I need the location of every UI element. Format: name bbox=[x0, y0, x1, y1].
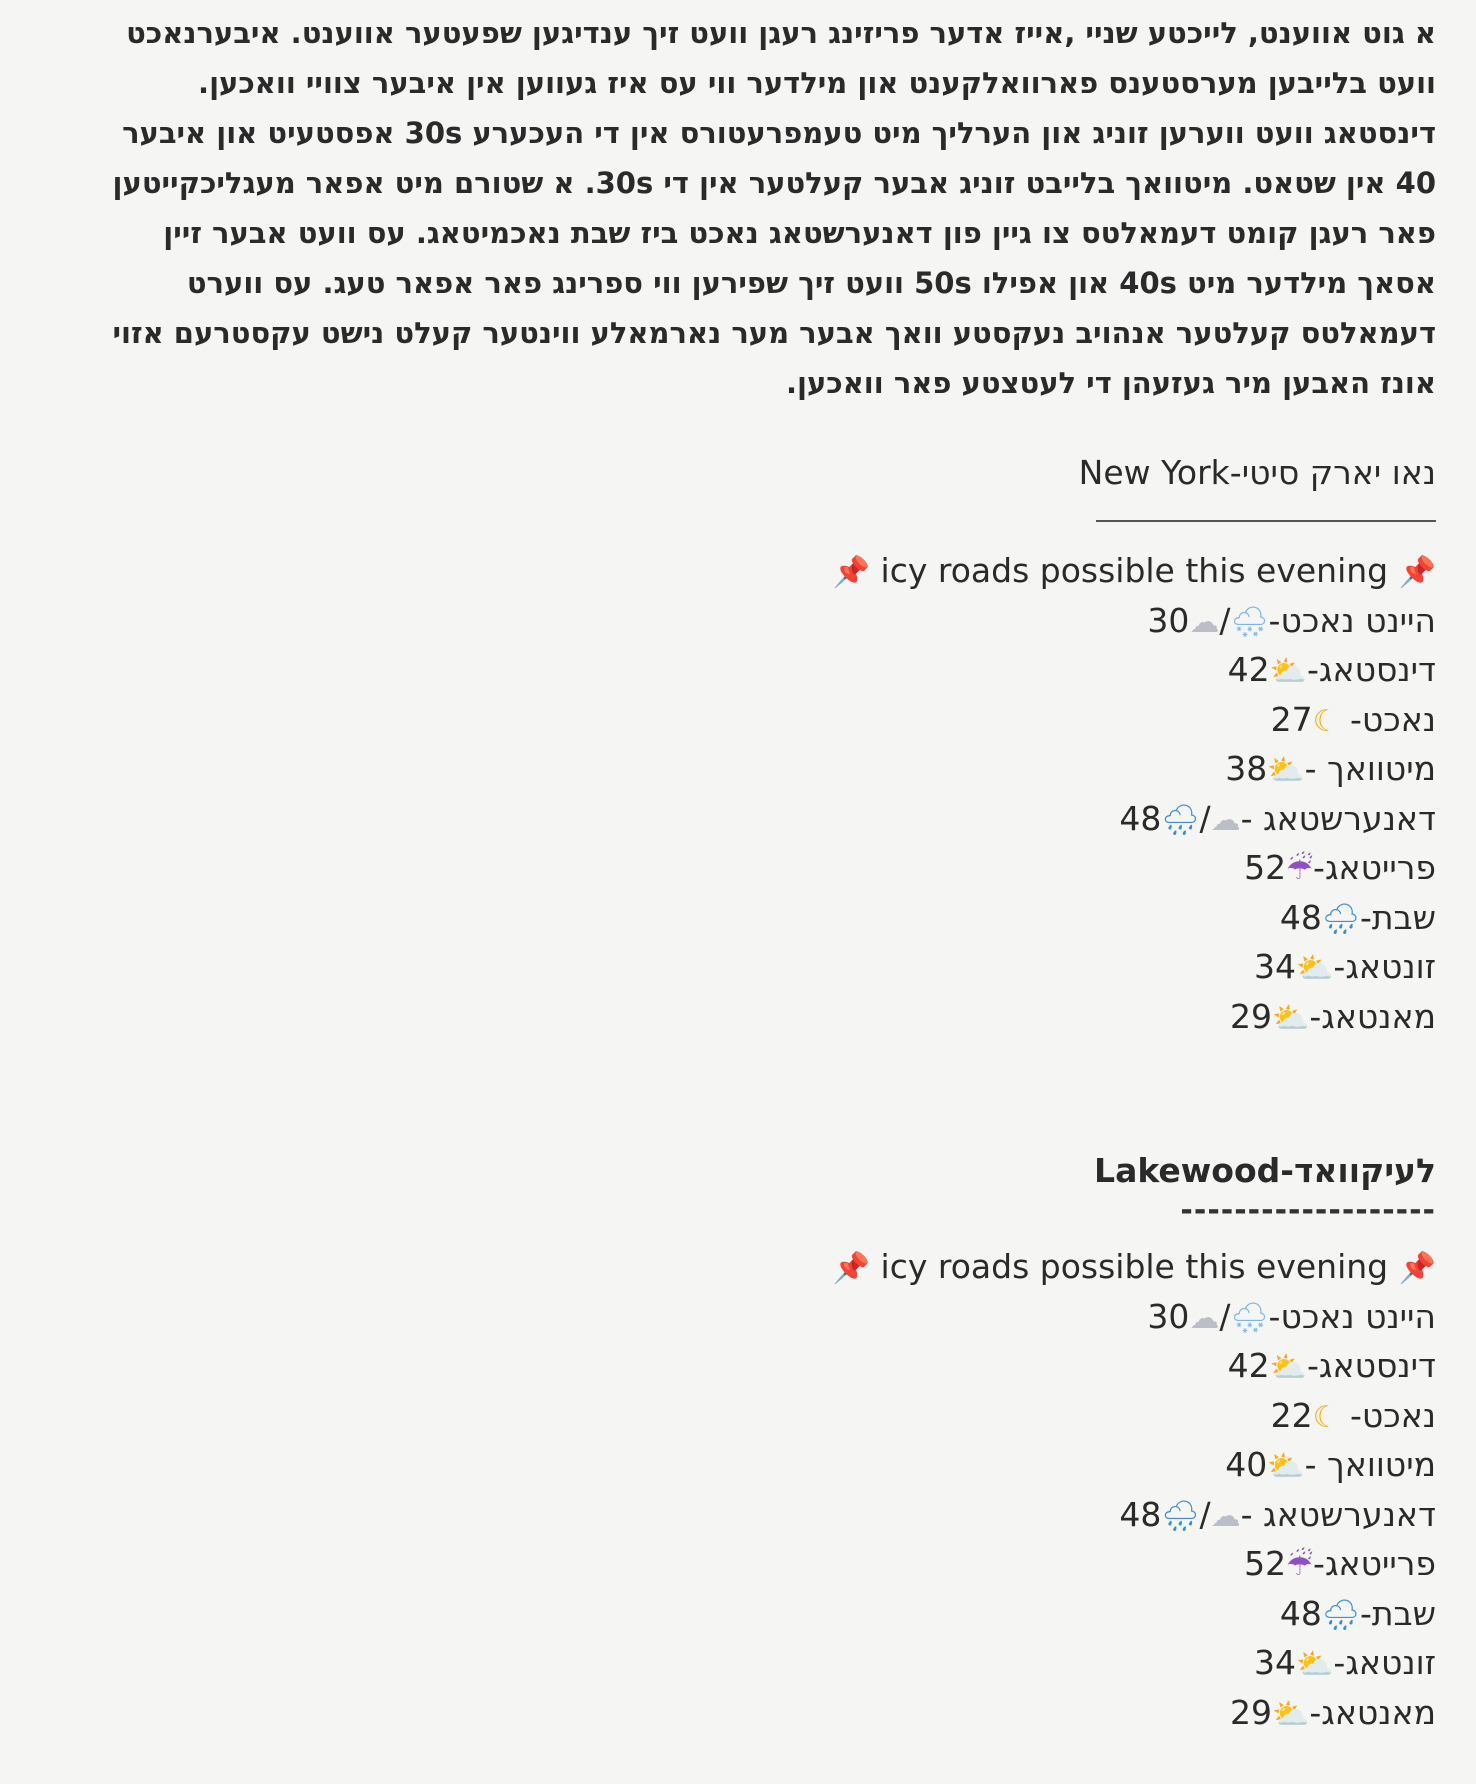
forecast-row bbox=[736, 1589, 1436, 1639]
slash-separator: / bbox=[1199, 1494, 1211, 1534]
day-label: מיטוואך - bbox=[1304, 1445, 1436, 1484]
day-label: היינט נאכט- bbox=[1268, 1296, 1436, 1336]
temperature: 48 bbox=[1279, 897, 1322, 937]
day-label: פרייטאג- bbox=[1313, 848, 1436, 887]
forecast-row bbox=[736, 1638, 1436, 1688]
cloud-icon: ☁ bbox=[1189, 1300, 1220, 1336]
alert-text: icy roads possible this evening bbox=[880, 1247, 1389, 1286]
day-label: שבת- bbox=[1359, 1593, 1436, 1633]
umbrella-rain-icon: ☔ bbox=[1286, 852, 1314, 887]
sun-behind-cloud-icon: ⛅ bbox=[1267, 1449, 1305, 1484]
slash-separator: / bbox=[1219, 1296, 1231, 1336]
temperature: 48 bbox=[1279, 1593, 1322, 1633]
snow-cloud-icon: 🌨 bbox=[1230, 1300, 1269, 1336]
dashed-divider: ------------------- bbox=[1180, 1193, 1436, 1228]
temperature: 42 bbox=[1227, 650, 1270, 689]
day-label: נאכט- bbox=[1339, 1395, 1436, 1435]
day-label: מיטוואך - bbox=[1304, 749, 1436, 788]
day-label: מאנטאג- bbox=[1309, 996, 1436, 1036]
day-label: פרייטאג- bbox=[1313, 1544, 1436, 1583]
slash-separator: / bbox=[1199, 798, 1211, 838]
crescent-moon-icon: ☾ bbox=[1312, 703, 1340, 739]
forecast-list bbox=[736, 596, 1436, 1042]
temperature: 22 bbox=[1260, 1395, 1313, 1435]
day-label: זונטאג- bbox=[1333, 947, 1436, 986]
sun-behind-cloud-icon: ⛅ bbox=[1296, 951, 1334, 986]
alert-line bbox=[736, 1242, 1436, 1292]
temperature: 52 bbox=[1244, 1544, 1287, 1583]
forecast-row bbox=[736, 893, 1436, 943]
forecast-list bbox=[736, 1292, 1436, 1738]
cloud-icon: ☁ bbox=[1210, 802, 1241, 838]
day-label: שבת- bbox=[1359, 897, 1436, 937]
forecast-row bbox=[736, 1539, 1436, 1589]
sun-behind-cloud-icon: ⛅ bbox=[1269, 1350, 1307, 1385]
slash-separator: / bbox=[1219, 600, 1231, 640]
temperature: 42 bbox=[1227, 1346, 1270, 1385]
forecast-row bbox=[736, 596, 1436, 646]
sun-behind-cloud-icon: ⛅ bbox=[1296, 1647, 1334, 1682]
forecast-row bbox=[736, 942, 1436, 992]
temperature: 48 bbox=[1119, 798, 1162, 838]
temperature: 30 bbox=[1147, 1296, 1190, 1336]
forecast-row bbox=[736, 1688, 1436, 1738]
sun-behind-cloud-icon: ⛅ bbox=[1267, 753, 1305, 788]
sun-behind-cloud-icon: ⛅ bbox=[1271, 1000, 1310, 1036]
temperature: 29 bbox=[1229, 1692, 1272, 1732]
forecast-row bbox=[736, 1391, 1436, 1441]
temperature: 29 bbox=[1229, 996, 1272, 1036]
day-label: דינסטאג- bbox=[1307, 650, 1436, 689]
forecast-row bbox=[736, 744, 1436, 794]
sun-behind-cloud-icon: ⛅ bbox=[1271, 1696, 1310, 1732]
temperature: 48 bbox=[1119, 1494, 1162, 1534]
temperature: 38 bbox=[1225, 749, 1268, 788]
forecast-row bbox=[736, 1490, 1436, 1540]
rain-cloud-icon: 🌧 bbox=[1161, 802, 1200, 838]
day-label: דאנערשטאג - bbox=[1240, 798, 1436, 838]
temperature: 34 bbox=[1254, 1643, 1297, 1682]
rain-cloud-icon: 🌧 bbox=[1161, 1498, 1200, 1534]
section-lakewood bbox=[736, 1146, 1436, 1737]
forecast-row bbox=[736, 843, 1436, 893]
forecast-row bbox=[736, 645, 1436, 695]
alert-line bbox=[736, 546, 1436, 596]
temperature: 30 bbox=[1147, 600, 1190, 640]
divider-line bbox=[1096, 520, 1436, 546]
day-label: דאנערשטאג - bbox=[1240, 1494, 1436, 1534]
day-label: נאכט- bbox=[1339, 699, 1436, 739]
forecast-row bbox=[736, 1341, 1436, 1391]
forecast-row bbox=[736, 794, 1436, 844]
snow-cloud-icon: 🌨 bbox=[1230, 604, 1269, 640]
section-title: לעיקוואד-Lakewood bbox=[1094, 1151, 1436, 1190]
forecast-row bbox=[736, 695, 1436, 745]
sun-behind-cloud-icon: ⛅ bbox=[1269, 654, 1307, 689]
temperature: 52 bbox=[1244, 848, 1287, 887]
cloud-icon: ☁ bbox=[1210, 1498, 1241, 1534]
day-label: זונטאג- bbox=[1333, 1643, 1436, 1682]
temperature: 40 bbox=[1225, 1445, 1268, 1484]
section-new-york bbox=[736, 448, 1436, 1041]
day-label: דינסטאג- bbox=[1307, 1346, 1436, 1385]
forecast-row bbox=[736, 1292, 1436, 1342]
day-label: היינט נאכט- bbox=[1268, 600, 1436, 640]
temperature: 27 bbox=[1260, 699, 1313, 739]
pushpin-icon: 📌 bbox=[1398, 1251, 1436, 1286]
rain-cloud-icon: 🌧 bbox=[1321, 901, 1360, 937]
umbrella-rain-icon: ☔ bbox=[1286, 1548, 1314, 1583]
day-label: מאנטאג- bbox=[1309, 1692, 1436, 1732]
rain-cloud-icon: 🌧 bbox=[1321, 1597, 1360, 1633]
crescent-moon-icon: ☾ bbox=[1312, 1399, 1340, 1435]
forecast-intro-paragraph: א גוט אווענט, לייכטע שניי ,אייז אדער פריזינג רעגן וועט זיך ענדיגען שפעטער אווענט. איבערנאכט וועט בלייבען מערסטענס פארוואלקענט און מילדער ווי עס איז געווען אין איבער צוויי וואכען. דינסטאג וועט ווערען זוניג און הערליך מיט טעמפרעטורס אין די העכערע 30s אפסטעיט און איבער 40 אין שטאט. מיטוואך בלייבט זוניג אבער קעלטער אין די 30s. א שטורם מיט אפאר מעגליכקייטען פאר רעגן קומט דעמאלטס צו גיין פון דאנערשטאג נאכט ביז שבת נאכמיטאג. עס וועט אבער זיין אסאך מילדער מיט 40s און אפילו 50s וועט זיך שפירען ווי ספרינג פאר אפאר טעג. עס ווערט דעמאלטס קעלטער אנהויב נעקסטע וואך אבער מער נארמאלע ווינטער קעלט נישט עקסטרעם אזוי אונז האבען מיר געזעהן די לעטצטע פאר וואכען. bbox=[112, 16, 1436, 400]
forecast-row bbox=[736, 992, 1436, 1042]
pushpin-icon: 📌 bbox=[1398, 555, 1436, 590]
forecast-row bbox=[736, 1440, 1436, 1490]
cloud-icon: ☁ bbox=[1189, 604, 1220, 640]
pushpin-icon: 📌 bbox=[832, 1251, 871, 1286]
temperature: 34 bbox=[1254, 947, 1297, 986]
pushpin-icon: 📌 bbox=[832, 555, 871, 590]
section-title: נאו יארק סיטי-New York bbox=[1078, 453, 1436, 492]
alert-text: icy roads possible this evening bbox=[880, 551, 1389, 590]
